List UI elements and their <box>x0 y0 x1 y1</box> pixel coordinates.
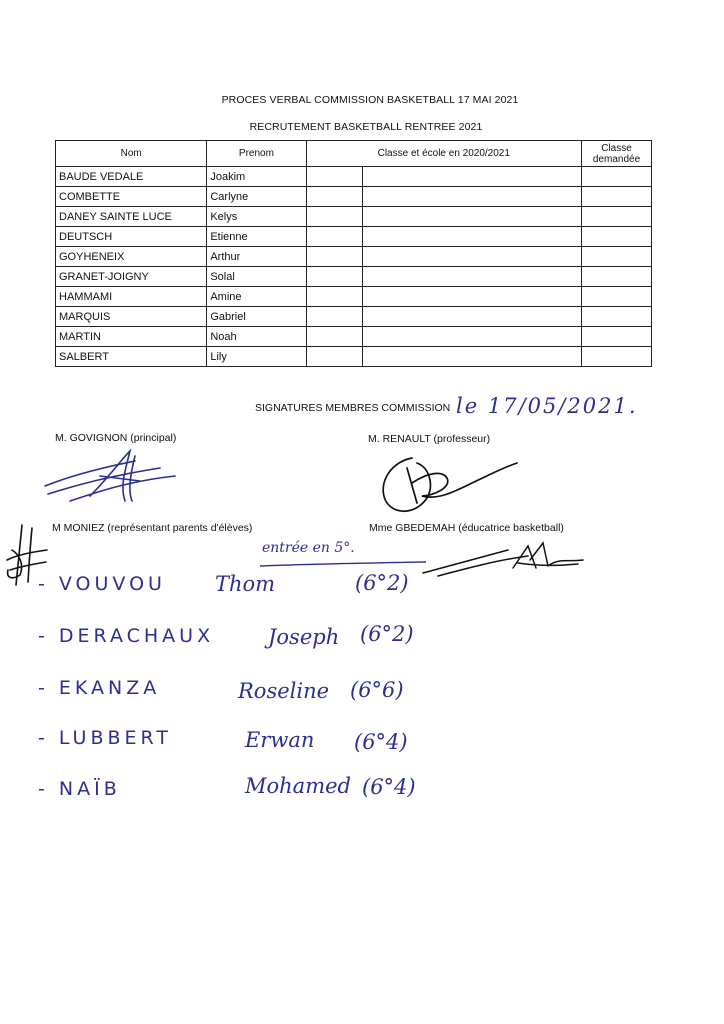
table-row <box>56 227 652 247</box>
cell-demandee <box>582 227 652 247</box>
table-row <box>56 327 652 347</box>
cell-ecole <box>362 167 581 187</box>
cell-ecole <box>362 207 581 227</box>
added-nom-3: - EKANZA <box>38 677 161 699</box>
header-classe-demandee <box>582 141 652 167</box>
cell-nom: HAMMAMI <box>56 287 207 307</box>
handwritten-entree-note: entrée en 5°. <box>262 540 355 556</box>
cell-prenom: Etienne <box>207 227 306 247</box>
added-prenom-5: Mohamed <box>245 774 351 798</box>
cell-classe <box>306 167 362 187</box>
added-nom-5: - NAÏB <box>38 778 121 800</box>
cell-prenom: Arthur <box>207 247 306 267</box>
table-row <box>56 267 652 287</box>
cell-prenom: Noah <box>207 327 306 347</box>
cell-prenom: Joakim <box>207 167 306 187</box>
cell-prenom: Solal <box>207 267 306 287</box>
recruitment-table <box>55 140 652 367</box>
document-title: PROCES VERBAL COMMISSION BASKETBALL 17 MAI 2021 <box>221 94 519 106</box>
cell-classe <box>306 307 362 327</box>
cell-ecole <box>362 347 581 367</box>
cell-prenom: Carlyne <box>207 187 306 207</box>
cell-nom: COMBETTE <box>56 187 207 207</box>
cell-nom: SALBERT <box>56 347 207 367</box>
cell-nom: MARQUIS <box>56 307 207 327</box>
cell-ecole <box>362 267 581 287</box>
cell-nom: GRANET-JOIGNY <box>56 267 207 287</box>
cell-nom: MARTIN <box>56 327 207 347</box>
cell-demandee <box>582 347 652 367</box>
table-row <box>56 187 652 207</box>
cell-demandee <box>582 327 652 347</box>
cell-ecole <box>362 187 581 207</box>
cell-classe <box>306 327 362 347</box>
document-subtitle: RECRUTEMENT BASKETBALL RENTREE 2021 <box>249 121 483 133</box>
header-nom: Nom <box>56 141 207 167</box>
added-nom-2: - DERACHAUX <box>38 625 215 647</box>
added-prenom-1: Thom <box>215 572 276 596</box>
cell-nom: BAUDE VEDALE <box>56 167 207 187</box>
cell-demandee <box>582 307 652 327</box>
added-classe-2: (6°2) <box>360 622 414 646</box>
cell-ecole <box>362 327 581 347</box>
added-classe-3: (6°6) <box>350 678 404 702</box>
added-classe-5: (6°4) <box>362 775 416 799</box>
signatures-heading: SIGNATURES MEMBRES COMMISSION <box>255 402 451 414</box>
added-classe-4: (6°4) <box>354 730 408 754</box>
header-classe-line1: Classe <box>601 142 632 154</box>
header-classe-ecole: Classe et école en 2020/2021 <box>306 141 582 167</box>
cell-demandee <box>582 287 652 307</box>
cell-classe <box>306 287 362 307</box>
cell-demandee <box>582 187 652 207</box>
table-row <box>56 287 652 307</box>
table-row <box>56 347 652 367</box>
member-govignon: M. GOVIGNON (principal) <box>55 432 177 444</box>
member-renault: M. RENAULT (professeur) <box>368 433 491 445</box>
added-nom-1: - VOUVOU <box>38 573 166 595</box>
added-classe-1: (6°2) <box>355 571 409 595</box>
cell-classe <box>306 187 362 207</box>
header-prenom: Prenom <box>207 141 306 167</box>
cell-classe <box>306 207 362 227</box>
table-header-row <box>56 141 652 167</box>
cell-classe <box>306 347 362 367</box>
cell-prenom: Lily <box>207 347 306 367</box>
cell-nom: DEUTSCH <box>56 227 207 247</box>
cell-demandee <box>582 207 652 227</box>
cell-nom: GOYHENEIX <box>56 247 207 267</box>
table-row <box>56 307 652 327</box>
cell-prenom: Gabriel <box>207 307 306 327</box>
underline-stroke <box>258 560 428 570</box>
cell-demandee <box>582 267 652 287</box>
cell-ecole <box>362 247 581 267</box>
cell-classe <box>306 227 362 247</box>
table-row <box>56 167 652 187</box>
table-row <box>56 247 652 267</box>
signature-gbedemah <box>418 538 588 578</box>
table-row <box>56 207 652 227</box>
cell-classe <box>306 267 362 287</box>
cell-demandee <box>582 167 652 187</box>
cell-ecole <box>362 287 581 307</box>
cell-ecole <box>362 307 581 327</box>
signature-renault <box>372 448 522 518</box>
added-prenom-4: Erwan <box>245 728 315 752</box>
cell-demandee <box>582 247 652 267</box>
cell-ecole <box>362 227 581 247</box>
added-nom-4: - LUBBERT <box>38 727 172 749</box>
added-prenom-2: Joseph <box>268 625 340 649</box>
header-classe-line2: demandée <box>592 153 641 165</box>
cell-nom: DANEY SAINTE LUCE <box>56 207 207 227</box>
member-gbedemah: Mme GBEDEMAH (éducatrice basketball) <box>369 522 564 534</box>
cell-prenom: Amine <box>207 287 306 307</box>
member-moniez: M MONIEZ (représentant parents d'élèves) <box>52 522 253 534</box>
signature-govignon <box>40 446 180 506</box>
cell-classe <box>306 247 362 267</box>
added-prenom-3: Roseline <box>238 679 330 703</box>
handwritten-date: le 17/05/2021. <box>456 394 638 418</box>
cell-prenom: Kelys <box>207 207 306 227</box>
